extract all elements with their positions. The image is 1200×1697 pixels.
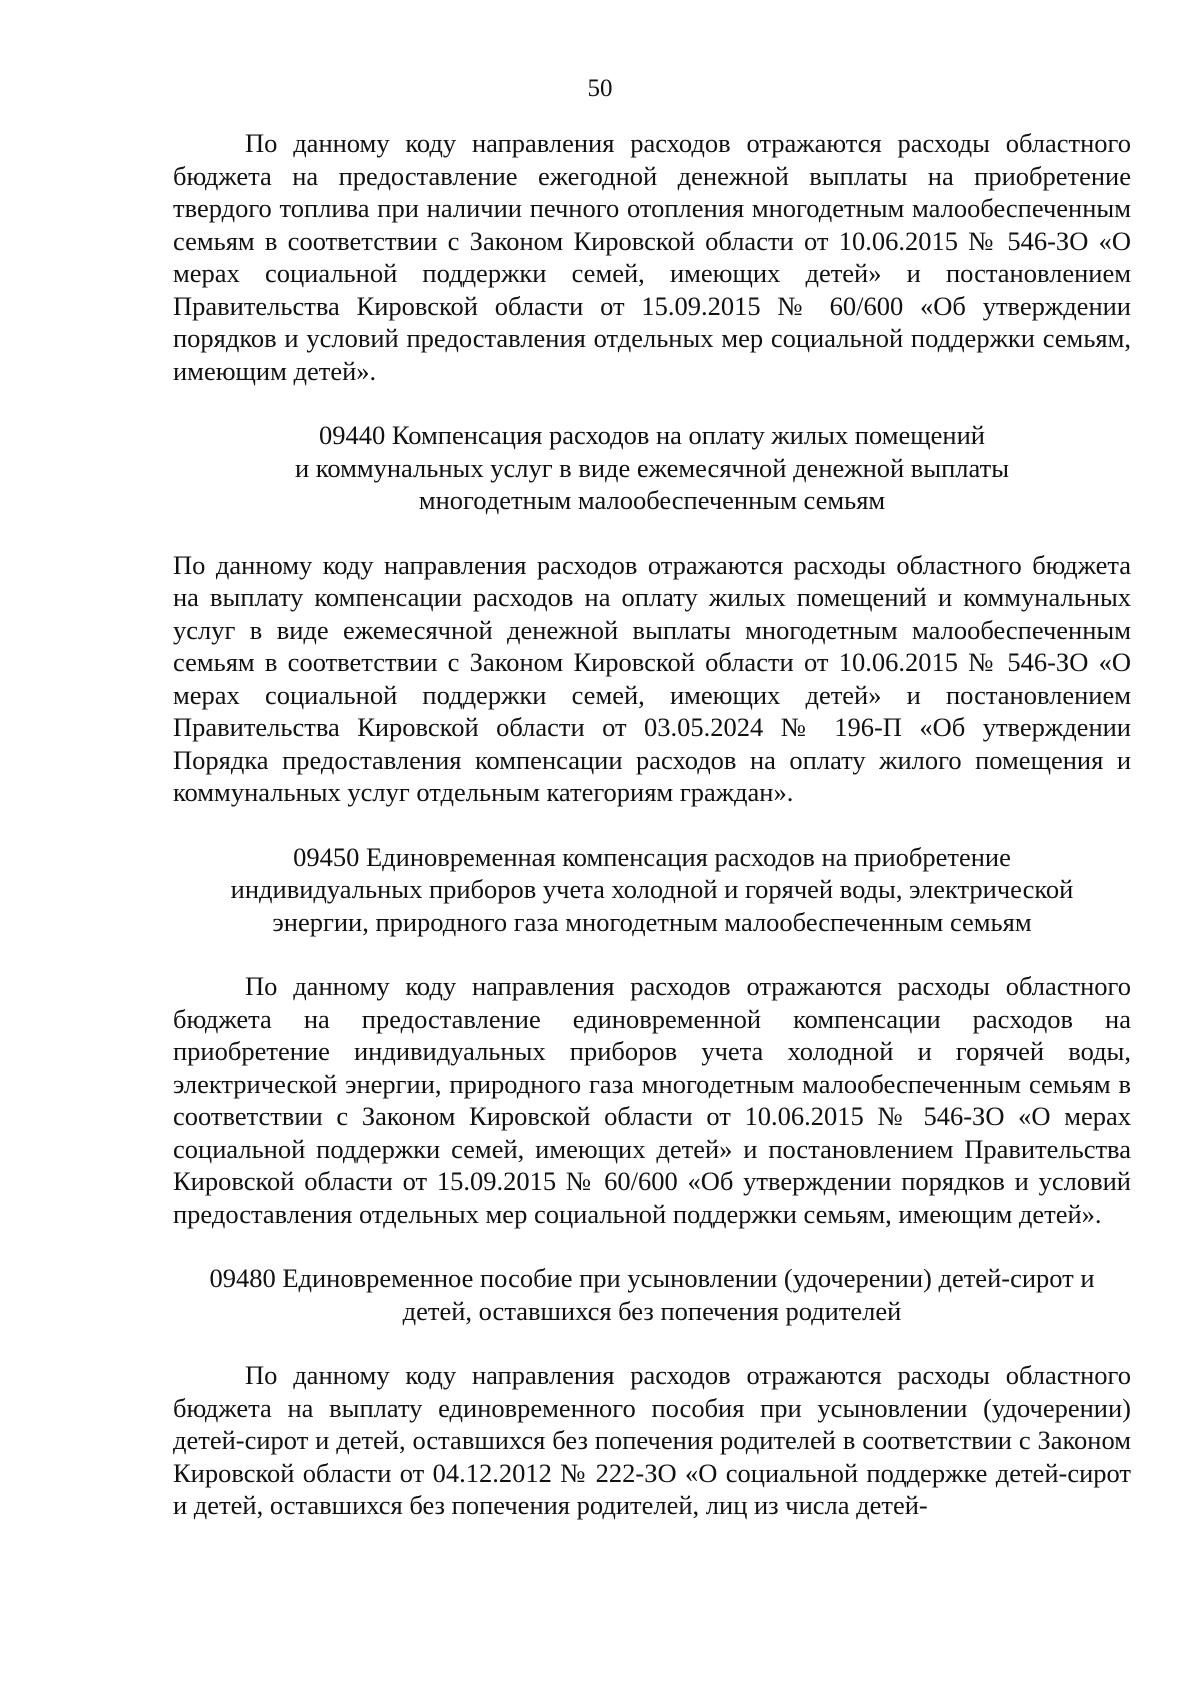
paragraph-2: По данному коду направления расходов отражаются расходы областного бюджета на выплату компенсации расходов на оплату жилых помещений и коммунальных услуг в виде ежемесячной денежной выплаты многодетным малообеспеченным семьям в соответствии с Законом Кировской области от 10.06.2015 № 546-ЗО «О мерах социальной поддержки семей, имеющих детей» и постановлением Правительства Кировской области от 03.05.2024 № 196-П «Об утверждении Порядка предоставления компенсации расходов на оплату жилого помещения и коммунальных услуг отдельным категориям граждан». <box>173 549 1131 807</box>
document-body <box>173 127 1131 1522</box>
paragraph-3: По данному коду направления расходов отражаются расходы областного бюджета на предоставление единовременной компенсации расходов на приобретение индивидуальных приборов учета холодной и горячей воды, электрической энергии, природного газа многодетным малообеспеченным семьям в соответствии с Законом Кировской области от 10.06.2015 № 546-ЗО «О мерах социальной поддержки семей, имеющих детей» и постановлением Правительства Кировской области от 15.09.2015 № 60/600 «Об утверждении порядков и условий предоставления отдельных мер социальной поддержки семьям, имеющим детей». <box>173 971 1131 1229</box>
heading-line: 09440 Компенсация расходов на оплату жилых помещений <box>319 420 985 450</box>
heading-line: энергии, природного газа многодетным малообеспеченным семьям <box>272 906 1032 937</box>
heading-line: 09480 Единовременное пособие при усыновлении (удочерении) детей-сирот и <box>209 1263 1095 1293</box>
heading-09480 <box>173 1262 1131 1327</box>
heading-09450 <box>173 841 1131 939</box>
paragraph-4: По данному коду направления расходов отражаются расходы областного бюджета на выплату единовременного пособия при усыновлении (удочерении) детей-сирот и детей, оставшихся без попечения родителей в соответствии с Законом Кировской области от 04.12.2012 № 222-ЗО «О социальной поддержке детей-сирот и детей, оставшихся без попечения родителей, лиц из числа детей- <box>173 1360 1131 1520</box>
heading-line: и коммунальных услуг в виде ежемесячной денежной выплаты <box>294 452 1009 483</box>
heading-line: многодетным малообеспеченным семьям <box>418 485 886 515</box>
heading-09440 <box>173 419 1131 517</box>
paragraph-1: По данному коду направления расходов отражаются расходы областного бюджета на предоставление ежегодной денежной выплаты на приобретение твердого топлива при наличии печного отопления многодетным малообеспеченным семьям в соответствии с Законом Кировской области от 10.06.2015 № 546-ЗО «О мерах социальной поддержки семей, имеющих детей» и постановлением Правительства Кировской области от 15.09.2015 № 60/600 «Об утверждении порядков и условий предоставления отдельных мер социальной поддержки семьям, имеющим детей». <box>173 128 1131 386</box>
heading-line: индивидуальных приборов учета холодной и горячей воды, электрической <box>230 874 1074 904</box>
page-number: 50 <box>587 75 613 102</box>
heading-line: детей, оставшихся без попечения родителей <box>402 1295 902 1326</box>
heading-line: 09450 Единовременная компенсация расходов на приобретение <box>293 841 1011 872</box>
